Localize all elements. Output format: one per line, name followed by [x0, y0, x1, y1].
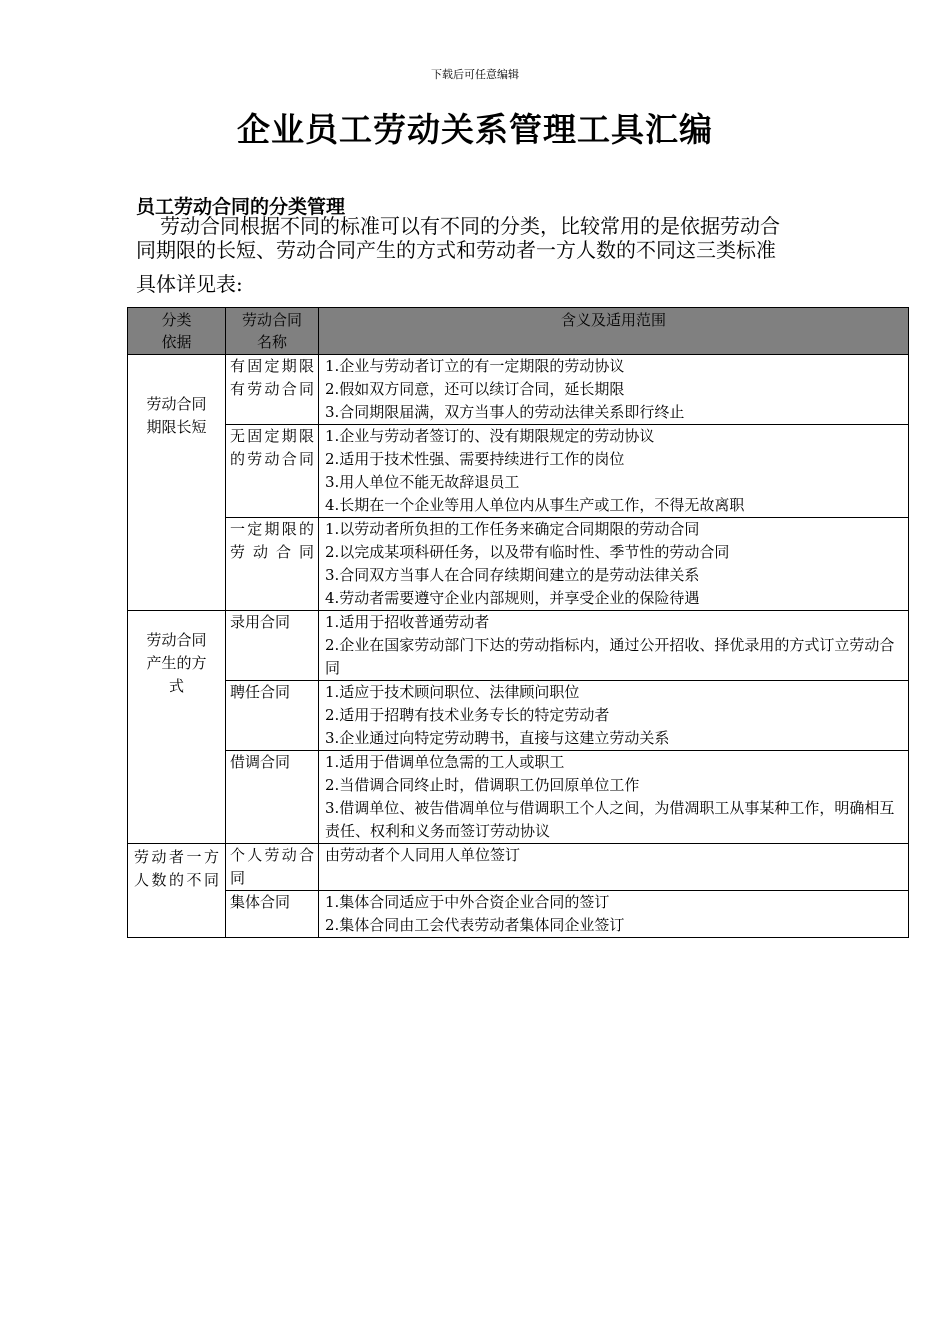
meaning-item: 3.用人单位不能无故辞退员工: [325, 473, 520, 491]
meaning-item: 1.以劳动者所负担的工作任务来确定合同期限的劳动合同: [325, 520, 700, 538]
meaning-item: 3.借调单位、被告借凋单位与借调职工个人之间，为借凋职工从事某种工作，明确相互责任、权利和义务而签订劳动协议: [325, 799, 895, 840]
meaning-item: 3.企业通过向特定劳动聘书，直接与这建立劳动关系: [325, 729, 670, 747]
meaning-cell: [319, 844, 909, 891]
table-header-row: [128, 308, 909, 355]
intro-line: 劳动合同根据不同的标准可以有不同的分类，比较常用的是依据劳动合: [160, 214, 780, 238]
header-basis: 分类依据: [128, 308, 226, 355]
table-row: [128, 844, 909, 891]
meaning-item: 4.劳动者需要遵守企业内部规则，并享受企业的保险待遇: [325, 589, 700, 607]
table-row: [128, 751, 909, 844]
contract-name-cell: 录用合同: [226, 611, 319, 681]
meaning-item: 1.适用于借调单位急需的工人或职工: [325, 753, 565, 771]
basis-cell: 劳动合同期限长短: [128, 355, 226, 611]
classification-table: [127, 307, 909, 938]
meaning-cell: [319, 518, 909, 611]
meaning-cell: [319, 891, 909, 938]
contract-name-cell: 借调合同: [226, 751, 319, 844]
meaning-cell: [319, 355, 909, 425]
meaning-item: 3.合同期限届满，双方当事人的劳动法律关系即行终止: [325, 403, 685, 421]
meaning-cell: [319, 611, 909, 681]
meaning-item: 4.长期在一个企业等用人单位内从事生产或工作，不得无故离职: [325, 496, 745, 514]
contract-name-cell: 聘任合同: [226, 681, 319, 751]
meaning-item: 1.适用于招收普通劳动者: [325, 613, 490, 631]
meaning-item: 由劳动者个人同用人单位签订: [325, 846, 521, 864]
contract-name-cell: 无固定期限的劳动合同: [226, 425, 319, 518]
table-row: [128, 518, 909, 611]
meaning-item: 2.适用于招聘有技术业务专长的特定劳动者: [325, 706, 610, 724]
meaning-cell: [319, 751, 909, 844]
contract-name-cell: 集体合同: [226, 891, 319, 938]
meaning-item: 2.集体合同由工会代表劳动者集体同企业签订: [325, 916, 625, 934]
meaning-item: 2.企业在国家劳动部门下达的劳动指标内，通过公开招收、择优录用的方式订立劳动合同: [325, 636, 895, 677]
basis-cell: 劳动者一方人数的不同: [128, 844, 226, 938]
header-note: 下载后可任意编辑: [431, 68, 519, 81]
table-row: [128, 681, 909, 751]
meaning-item: 1.企业与劳动者订立的有一定期限的劳动协议: [325, 357, 625, 375]
intro-line: 具体详见表:: [136, 272, 243, 296]
meaning-item: 1.适应于技术顾问职位、法律顾问职位: [325, 683, 580, 701]
meaning-item: 1.集体合同适应于中外合资企业合同的签订: [325, 893, 610, 911]
header-name: 劳动合同名称: [226, 308, 319, 355]
meaning-cell: [319, 681, 909, 751]
section-heading: 员工劳动合同的分类管理: [136, 196, 346, 218]
meaning-item: 2.当借调合同终止时，借调职工仍回原单位工作: [325, 776, 640, 794]
contract-name-cell: 一定期限的劳动合同: [226, 518, 319, 611]
intro-line: 同期限的长短、劳动合同产生的方式和劳动者一方人数的不同这三类标准: [136, 238, 776, 262]
table-row: [128, 425, 909, 518]
contract-name-cell: 个人劳动合同: [226, 844, 319, 891]
meaning-item: 3.合同双方当事人在合同存续期间建立的是劳动法律关系: [325, 566, 700, 584]
contract-name-cell: 有固定期限有劳动合同: [226, 355, 319, 425]
meaning-cell: [319, 425, 909, 518]
table-row: [128, 611, 909, 681]
page-title: 企业员工劳动关系管理工具汇编: [237, 110, 713, 149]
table-row: [128, 891, 909, 938]
meaning-item: 2.以完成某项科研任务，以及带有临时性、季节性的劳动合同: [325, 543, 730, 561]
basis-cell: 劳动合同产生的方式: [128, 611, 226, 844]
table-row: [128, 355, 909, 425]
intro-paragraph: [136, 214, 866, 296]
meaning-item: 1.企业与劳动者签订的、没有期限规定的劳动协议: [325, 427, 655, 445]
meaning-item: 2.适用于技术性强、需要持续进行工作的岗位: [325, 450, 625, 468]
meaning-item: 2.假如双方同意，还可以续订合同，延长期限: [325, 380, 625, 398]
header-meaning: 含义及适用范围: [319, 308, 909, 355]
